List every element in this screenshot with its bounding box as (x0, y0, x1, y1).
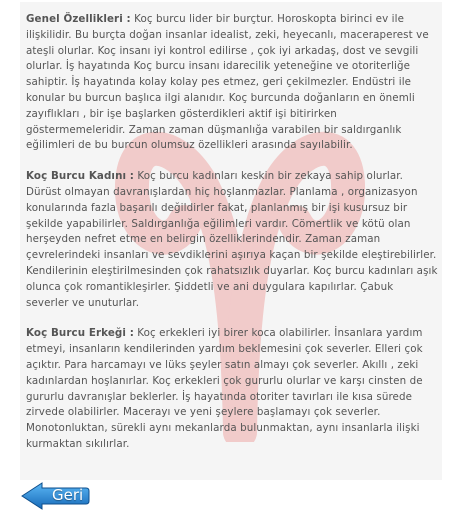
section-woman (26, 169, 438, 311)
section-heading: Genel Özellikleri : (26, 13, 131, 25)
section-general (26, 12, 438, 154)
section-heading: Koç Burcu Kadını : (26, 170, 135, 183)
section-text: Koç erkekleri iyi birer koca olabilirler. İnsanlara yardım etmeyi, insanların kendilerinden yardım beklemesini çok severler. Elleri çok açıktır. Para harcamayı ve lüks şeyler satın almayı çok severler. Akıllı , zeki kadınlardan hoşlanırlar. Koç erkekleri çok gururlu olurlar ve karşı cinsten de gururlu davranışlar beklerler. İş hayatında otoriter tavırları ile kısa sürede zirvede olabilirler. Macerayı ve yeni şeylere başlamayı çok severler. Monotonluktan, sürekli aynı mekanlarda bulunmaktan, aynı insanlarla ilişki kurmaktan sıkılırlar. (26, 327, 423, 450)
article-body (26, 12, 438, 468)
section-text: Koç burcu lider bir burçtur. Horoskopta birinci ev ile ilişkilidir. Bu burçta doğan insanlar idealist, zeki, heyecanlı, maceraperest ve ateşli olurlar. Koç insanı iyi kontrol edilirse , çok iyi arkadaş, dost ve sevgili olurlar. İş hayatında Koç burcu insanı idarecilik yeteneğine ve otoriterliğe sahiptir. İş hayatında kolay kolay pes etmez, geri çekilmezler. Endüstri ile konular bu burcun başlıca ilgi alanıdır. Koç burcunda doğanların en önemli zayıflıkları , bir işe başlarken gösterdikleri aktif işi bitirirken göstermemeleridir. Zaman zaman düşmanlığa varabilen bir saldırganlık eğilimleri de bu burcun olumsuz özellikleri arasında sayılabilir. (26, 13, 429, 152)
back-button[interactable] (20, 482, 90, 510)
back-button-label: Geri (52, 486, 84, 504)
section-text: Koç burcu kadınları keskin bir zekaya sahip olurlar. Dürüst olmayan davranışlardan hiç hoşlanmazlar. Planlama , organizasyon konularında fazla başarılı değildirler fakat, planlanmış bir işi kusursuz bir şekilde yapabilirler. Saldırganlığa eğilimleri vardır. Cömertlik ve kötü olan herşeyden nefret etme en belirgin özelliklerindendir. Zaman zaman çevrelerindeki insanları ve sevdiklerini aşırıya kaçan bir şekilde eleştirebilirler. Kendilerinin eleştirilmesinden çok rahatsızlık duyarlar. Koç burcu kadınları aşık olunca çok romantikleşirler. Şiddetli ve ani duygulara kapılırlar. Çabuk severler ve unuturlar. (26, 170, 438, 309)
content-panel (20, 2, 442, 480)
section-heading: Koç Burcu Erkeği : (26, 327, 134, 340)
section-man (26, 326, 438, 452)
